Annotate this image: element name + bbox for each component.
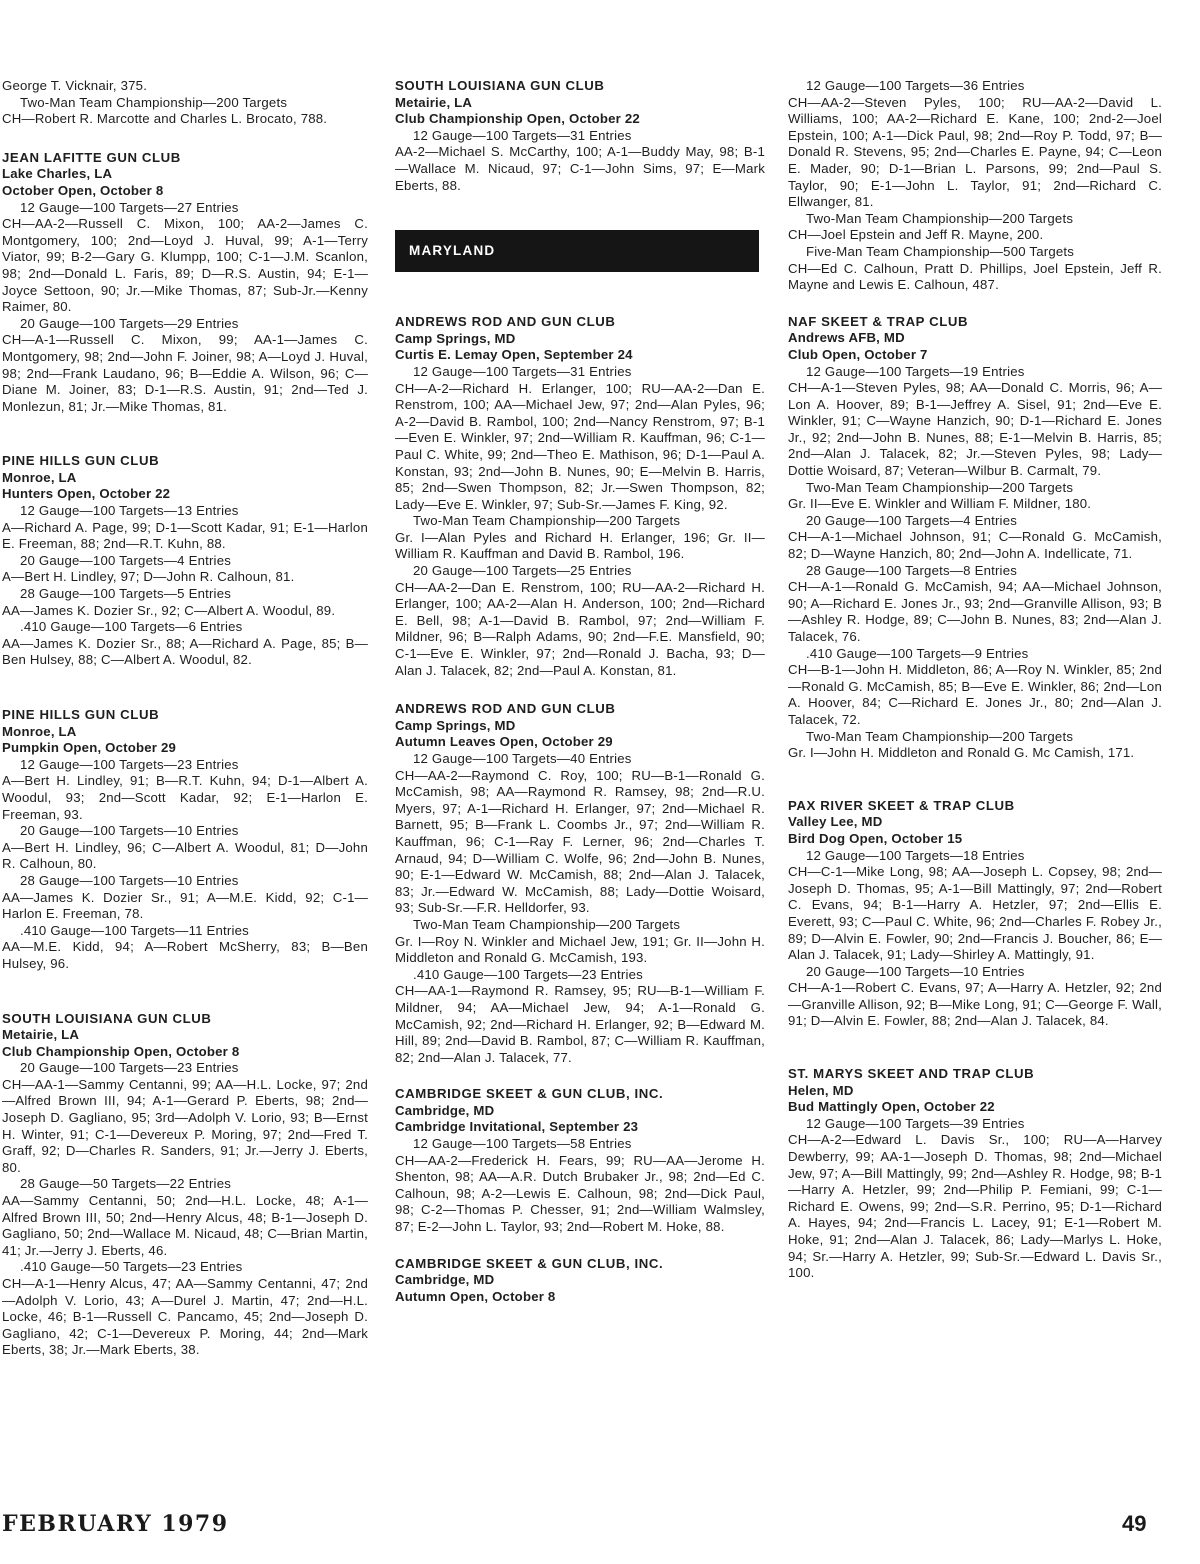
event-header: 12 Gauge—100 Targets—40 Entries — [413, 751, 632, 766]
result-text: CH—AA-2—Raymond C. Roy, 100; RU—B-1—Ronald G. McCamish, 98; AA—Raymond R. Ramsey, 98; 2nd—R.U. Myers, 97; A-1—Richard H. Erlanger, 97; 2nd—Michael R. Barnett, 95; B—Frank L. Coombs Jr., 97; 2nd—William R. Kauffman, 96; C-1—Ray F. Lerner, 96; 2nd—Charles T. Arnaud, 94; D—William C. Wolfe, 96; 2nd—John B. Nunes, 90; E-1—Edward W. McCamish, 88; 2nd—Alan J. Talacek, 83; Jr.—Edward W. McCamish, 88; Lady—Dottie Woisard, 93; Sub-Sr.—F.R. Helldorfer, 93. — [395, 767, 765, 916]
club-name: CAMBRIDGE SKEET & GUN CLUB, INC. — [395, 1255, 664, 1271]
result-text: CH—A-1—Ronald G. McCamish, 94; AA—Michael Johnson, 90; A—Richard E. Jones Jr., 93; 2nd—Granville Allison, 93; B—Ashley R. Hodge, 89; C—John B. Nunes, 83; 2nd—Alan J. Talacek, 76. — [788, 579, 1162, 644]
result-text: AA—Sammy Centanni, 50; 2nd—H.L. Locke, 48; A-1—Alfred Brown III, 50; 2nd—Henry Alcus, 48; B-1—Joseph D. Gagliano, 50; 2nd—Wallace M. Nicaud, 48; C—Brian Martin, 41; Jr.—Jerry J. Eberts, 46. — [2, 1193, 368, 1258]
club-location: Metairie, LA — [395, 94, 473, 110]
event-header: .410 Gauge—100 Targets—11 Entries — [20, 922, 249, 938]
result-text: CH—Robert R. Marcotte and Charles L. Brocato, 788. — [2, 111, 328, 127]
club-section — [395, 1256, 765, 1306]
club-section — [395, 1086, 765, 1235]
issue-date: FEBRUARY 1979 — [2, 1511, 229, 1537]
event-header: 12 Gauge—100 Targets—19 Entries — [806, 363, 1025, 379]
event-header: Two-Man Team Championship—200 Targets — [806, 210, 1074, 226]
event-header: 12 Gauge—100 Targets—36 Entries — [806, 78, 1025, 93]
event-header: .410 Gauge—100 Targets—9 Entries — [806, 645, 1029, 661]
event-header: .410 Gauge—100 Targets—23 Entries — [413, 966, 643, 982]
result-text: CH—A-1—Robert C. Evans, 97; A—Harry A. Hetzler, 92; 2nd—Granville Allison, 92; B—Mike Long, 91; C—George F. Wall, 91; D—Alvin E. Fowler, 88; 2nd—Alan J. Talacek, 84. — [788, 980, 1162, 1029]
club-name: PINE HILLS GUN CLUB — [2, 707, 160, 722]
event-header: 20 Gauge—100 Targets—4 Entries — [806, 512, 1018, 528]
club-name: JEAN LAFITTE GUN CLUB — [2, 149, 181, 165]
club-section — [2, 150, 368, 416]
event-header: 12 Gauge—100 Targets—27 Entries — [20, 199, 239, 215]
club-section — [788, 314, 1162, 762]
result-text: CH—Ed C. Calhoun, Pratt D. Phillips, Joel Epstein, Jeff R. Mayne and Lewis E. Calhoun, 487. — [788, 260, 1162, 293]
event-title: Club Open, October 7 — [788, 346, 928, 362]
club-location: Valley Lee, MD — [788, 814, 883, 830]
column-3 — [788, 78, 1162, 1302]
club-name: SOUTH LOUISIANA GUN CLUB — [395, 78, 605, 93]
event-header: 12 Gauge—100 Targets—31 Entries — [413, 363, 632, 379]
result-text: CH—C-1—Mike Long, 98; AA—Joseph L. Copsey, 98; 2nd—Joseph D. Thomas, 95; A-1—Bill Mattingly, 97; 2nd—Robert C. Evans, 94; B-1—Harry A. Hetzler, 97; 2nd—Ellis E. Everett, 93; C—Paul C. White, 96; 2nd—Charles F. Robey Jr., 89; D—Alvin E. Fowler, 90; 2nd—Francis J. Boucher, 86; E—Alan J. Talacek, 91; Lady—Shirley A. Mattingly, 91. — [788, 864, 1162, 963]
club-name: PAX RIVER SKEET & TRAP CLUB — [788, 797, 1015, 813]
event-title: Pumpkin Open, October 29 — [2, 740, 177, 756]
result-text: CH—AA-2—Steven Pyles, 100; RU—AA-2—David L. Williams, 100; AA-2—Richard E. Kane, 100; 2nd-2—Joel Epstein, 100; A-1—Dick Paul, 98; 2nd—Roy P. Todd, 97; B—Donald R. Stevens, 95; 2nd—Charles E. Payne, 94; C—Leon E. Mader, 90; D-1—Brian L. Parsons, 99; 2nd—Paul S. Taylor, 90; E-1—John L. Taylor, 91; 2nd—Richard C. Ellwanger, 81. — [788, 94, 1162, 210]
result-text: CH—A-1—Steven Pyles, 98; AA—Donald C. Morris, 96; A—Lon A. Hoover, 89; B-1—Jeffrey A. Sisel, 91; 2nd—Eve E. Winkler, 91; C—Wayne Hanzich, 90; D-1—Richard E. Jones Jr., 92; 2nd—John B. Nunes, 88; E-1—Melvin B. Harris, 85; 2nd—Alan J. Talacek, 82; Jr.—Steven Pyles, 98; Lady—Dottie Woisard, 87; Veteran—Wilbur B. Carmalt, 79. — [788, 380, 1162, 479]
event-title: Bud Mattingly Open, October 22 — [788, 1099, 995, 1115]
event-header: Five-Man Team Championship—500 Targets — [806, 243, 1075, 259]
result-text: CH—AA-2—Russell C. Mixon, 100; AA-2—James C. Montgomery, 100; 2nd—Loyd J. Huval, 99; A-1—Terry Viator, 99; B-2—Gary G. Klumpp, 100; C-1—J.M. Scanlon, 98; 2nd—Donald L. Faris, 89; D—R.S. Austin, 94; E-1—Joyce Settoon, 90; Jr.—Mike Thomas, 87; Sub-Jr.—Kenny Raimer, 80. — [2, 216, 368, 315]
result-text: AA-2—Michael S. McCarthy, 100; A-1—Buddy May, 98; B-1—Wallace M. Nicaud, 97; C-1—John Sims, 97; E—Mark Eberts, 88. — [395, 144, 765, 193]
event-header: 12 Gauge—100 Targets—18 Entries — [806, 847, 1025, 863]
event-header: 20 Gauge—100 Targets—29 Entries — [20, 315, 239, 331]
club-location: Camp Springs, MD — [395, 717, 516, 733]
result-text: AA—James K. Dozier Sr., 88; A—Richard A. Page, 85; B—Ben Hulsey, 88; C—Albert A. Woodul, 82. — [2, 635, 368, 668]
result-text: CH—Joel Epstein and Jeff R. Mayne, 200. — [788, 227, 1044, 243]
club-location: Monroe, LA — [2, 469, 77, 485]
club-location: Helen, MD — [788, 1082, 854, 1098]
event-header: Two-Man Team Championship—200 Targets — [20, 94, 288, 110]
state-banner: MARYLAND — [395, 230, 759, 272]
club-location: Monroe, LA — [2, 723, 77, 739]
club-location: Cambridge, MD — [395, 1272, 495, 1288]
result-text: AA—James K. Dozier Sr., 91; A—M.E. Kidd, 92; C-1—Harlon E. Freeman, 78. — [2, 889, 368, 922]
result-text: Gr. II—Eve E. Winkler and William F. Mildner, 180. — [788, 496, 1092, 512]
club-section — [2, 707, 368, 973]
result-text: CH—AA-2—Frederick H. Fears, 99; RU—AA—Jerome H. Shenton, 98; AA—A.R. Dutch Brubaker Jr., 98; 2nd—Ed C. Calhoun, 98; A-2—Lewis E. Calhoun, 98; 2nd—Dick Paul, 98; C-2—Thomas P. Chesser, 91; 2nd—William Walmsley, 87; E-2—John L. Taylor, 93; 2nd—Robert M. Hoke, 88. — [395, 1152, 765, 1235]
event-title: Club Championship Open, October 22 — [395, 111, 640, 127]
club-section — [395, 701, 765, 1066]
result-text: A—Bert H. Lindley, 97; D—John R. Calhoun, 81. — [2, 569, 295, 585]
club-location: Camp Springs, MD — [395, 330, 516, 346]
result-text: CH—A-2—Edward L. Davis Sr., 100; RU—A—Harvey Dewberry, 99; AA-1—Joseph D. Thomas, 98; 2nd—Michael Jew, 97; A—Bill Mattingly, 99; 2nd—Ashley R. Hodge, 98; B-1—Harry A. Hetzler, 99; 2nd—Philip P. Femiani, 99; C-1—Richard E. Owens, 99; 2nd—S.R. Perrino, 95; D-1—Richard A. Hayes, 94; 2nd—Francis L. Lacey, 91; E-1—Robert M. Hoke, 91; 2nd—Alan J. Talacek, 86; Lady—Marlys L. Hoke, 94; Sr.—Harry A. Hetzler, 99; Sub-Sr.—Edward L. Davis Sr., 100. — [788, 1132, 1162, 1281]
club-name: ST. MARYS SKEET AND TRAP CLUB — [788, 1066, 1035, 1082]
event-header: 12 Gauge—100 Targets—13 Entries — [20, 503, 239, 519]
event-title: October Open, October 8 — [2, 182, 164, 198]
event-title: Bird Dog Open, October 15 — [788, 830, 963, 846]
event-header: Two-Man Team Championship—200 Targets — [413, 916, 681, 932]
club-name: SOUTH LOUISIANA GUN CLUB — [2, 1010, 212, 1026]
club-name: ANDREWS ROD AND GUN CLUB — [395, 314, 616, 330]
club-name: NAF SKEET & TRAP CLUB — [788, 313, 969, 329]
event-header: 28 Gauge—50 Targets—22 Entries — [20, 1176, 232, 1192]
event-header: 28 Gauge—100 Targets—10 Entries — [20, 872, 239, 888]
event-header: 28 Gauge—100 Targets—8 Entries — [806, 562, 1018, 578]
club-section — [395, 78, 765, 194]
event-header: Two-Man Team Championship—200 Targets — [413, 513, 681, 529]
club-section — [2, 1011, 368, 1359]
results-continuation — [2, 78, 368, 128]
event-header: .410 Gauge—50 Targets—23 Entries — [20, 1259, 243, 1275]
club-section — [2, 453, 368, 669]
event-header: 12 Gauge—100 Targets—58 Entries — [413, 1136, 632, 1152]
club-section — [395, 314, 765, 679]
event-title: Curtis E. Lemay Open, September 24 — [395, 347, 633, 363]
results-continuation — [788, 78, 1162, 294]
event-header: 20 Gauge—100 Targets—10 Entries — [806, 963, 1025, 979]
column-2 — [395, 78, 765, 1325]
result-text: A—Bert H. Lindley, 91; B—R.T. Kuhn, 94; D-1—Albert A. Woodul, 93; 2nd—Scott Kadar, 92; E-1—Harlon E. Freeman, 93. — [2, 773, 368, 822]
event-title: Cambridge Invitational, September 23 — [395, 1119, 639, 1135]
event-header: 12 Gauge—100 Targets—23 Entries — [20, 756, 239, 772]
club-location: Lake Charles, LA — [2, 166, 113, 182]
club-name: PINE HILLS GUN CLUB — [2, 453, 160, 469]
event-header: 12 Gauge—100 Targets—31 Entries — [413, 127, 632, 143]
result-text: George T. Vicknair, 375. — [2, 78, 148, 93]
club-section — [788, 1066, 1162, 1282]
result-text: AA—M.E. Kidd, 94; A—Robert McSherry, 83; B—Ben Hulsey, 96. — [2, 939, 368, 971]
club-name: ANDREWS ROD AND GUN CLUB — [395, 701, 616, 717]
result-text: Gr. I—John H. Middleton and Ronald G. Mc Camish, 171. — [788, 745, 1135, 761]
column-1 — [2, 78, 368, 1379]
club-location: Andrews AFB, MD — [788, 330, 905, 346]
result-text: CH—A-1—Michael Johnson, 91; C—Ronald G. McCamish, 82; D—Wayne Hanzich, 80; 2nd—John A. Indellicate, 71. — [788, 529, 1162, 562]
result-text: AA—James K. Dozier Sr., 92; C—Albert A. Woodul, 89. — [2, 602, 336, 618]
result-text: CH—A-2—Richard H. Erlanger, 100; RU—AA-2—Dan E. Renstrom, 100; AA—Michael Jew, 97; 2nd—Alan Pyles, 96; A-2—David B. Rambol, 100; 2nd—Nancy Renstrom, 97; B-1—Even E. Winkler, 97; 2nd—William R. Kauffman, 96; C-1—Paul C. White, 99; 2nd—Theo E. Mathison, 96; D-1—Paul A. Konstan, 93; 2nd—John B. Nunes, 90; E—Melvin B. Harris, 85; 2nd—Swen Thompson, 82; Jr.—Swen Thompson, 82; Lady—Eve E. Winkler, 97; Sub-Sr.—James F. King, 92. — [395, 380, 765, 512]
club-section — [788, 798, 1162, 1030]
result-text: A—Richard A. Page, 99; D-1—Scott Kadar, 91; E-1—Harlon E. Freeman, 88; 2nd—R.T. Kuhn, 88. — [2, 519, 368, 552]
result-text: CH—A-1—Henry Alcus, 47; AA—Sammy Centanni, 47; 2nd—Adolph V. Lorio, 43; A—Durel J. Martin, 47; 2nd—H.L. Locke, 46; B-1—Russell C. Pancamo, 45; 2nd—Joseph D. Gagliano, 42; C-1—Devereux P. Moring, 44; 2nd—Mark Eberts, 38; Jr.—Mark Eberts, 38. — [2, 1276, 368, 1358]
page-number: 49 — [1122, 1511, 1147, 1536]
event-header: 20 Gauge—100 Targets—4 Entries — [20, 552, 232, 568]
result-text: CH—AA-1—Raymond R. Ramsey, 95; RU—B-1—William F. Mildner, 94; AA—Michael Jew, 94; A-1—Ronald G. McCamish, 92; 2nd—Richard H. Erlanger, 92; B—Edward M. Hill, 89; 2nd—David B. Rambol, 87; C—William R. Kauffman, 82; 2nd—Alan J. Talacek, 77. — [395, 983, 765, 1065]
event-header: 20 Gauge—100 Targets—23 Entries — [20, 1060, 239, 1076]
event-title: Hunters Open, October 22 — [2, 486, 171, 502]
result-text: CH—A-1—Russell C. Mixon, 99; AA-1—James C. Montgomery, 98; 2nd—John F. Joiner, 98; A—Loyd J. Huval, 98; 2nd—Frank Laudano, 96; B—Eddie A. Wilson, 96; C—Diane M. Joiner, 83; D-1—R.S. Austin, 91; 2nd—Ted J. Monlezun, 81; Jr.—Mike Thomas, 81. — [2, 332, 368, 414]
event-header: Two-Man Team Championship—200 Targets — [806, 479, 1074, 495]
event-header: .410 Gauge—100 Targets—6 Entries — [20, 619, 243, 635]
result-text: CH—AA-2—Dan E. Renstrom, 100; RU—AA-2—Richard H. Erlanger, 100; AA-2—Alan H. Anderson, 100; 2nd—Richard E. Bell, 98; A-1—David B. Rambol, 97; 2nd—William F. Mildner, 96; B—Ralph Adams, 90; 2nd—F.E. Mansfield, 90; C-1—Eve E. Winkler, 97; 2nd—Ronald J. Bacha, 93; D—Alan J. Talacek, 82; 2nd—Paul A. Konstan, 81. — [395, 579, 765, 678]
event-title: Autumn Leaves Open, October 29 — [395, 734, 613, 750]
event-header: 20 Gauge—100 Targets—25 Entries — [413, 563, 632, 579]
club-location: Metairie, LA — [2, 1027, 80, 1043]
event-header: 12 Gauge—100 Targets—39 Entries — [806, 1115, 1025, 1131]
event-header: 28 Gauge—100 Targets—5 Entries — [20, 586, 232, 602]
result-text: A—Bert H. Lindley, 96; C—Albert A. Woodul, 81; D—John R. Calhoun, 80. — [2, 839, 368, 872]
result-text: CH—B-1—John H. Middleton, 86; A—Roy N. Winkler, 85; 2nd—Ronald G. McCamish, 85; B—Eve E. Winkler, 86; 2nd—Lon A. Hoover, 84; C—Richard E. Jones Jr., 80; 2nd—Alan J. Talacek, 72. — [788, 662, 1162, 727]
event-header: Two-Man Team Championship—200 Targets — [806, 728, 1074, 744]
event-header: 20 Gauge—100 Targets—10 Entries — [20, 823, 239, 839]
club-location: Cambridge, MD — [395, 1102, 495, 1118]
event-title: Club Championship Open, October 8 — [2, 1043, 240, 1059]
result-text: Gr. I—Roy N. Winkler and Michael Jew, 191; Gr. II—John H. Middleton and Ronald G. McCamish, 193. — [395, 933, 765, 966]
result-text: CH—AA-1—Sammy Centanni, 99; AA—H.L. Locke, 97; 2nd—Alfred Brown III, 94; A-1—Gerard P. Eberts, 98; 2nd—Joseph D. Gagliano, 95; 3rd—Adolph V. Lorio, 93; B—Ernst H. Winter, 91; C-1—Devereux P. Moring, 97; 2nd—Fred T. Graff, 92; D—Charles R. Sanders, 91; Jr.—Jerry J. Eberts, 80. — [2, 1076, 368, 1175]
club-name: CAMBRIDGE SKEET & GUN CLUB, INC. — [395, 1086, 664, 1102]
result-text: Gr. I—Alan Pyles and Richard H. Erlanger, 196; Gr. II—William R. Kauffman and David B. Rambol, 196. — [395, 529, 765, 562]
event-title: Autumn Open, October 8 — [395, 1288, 556, 1304]
